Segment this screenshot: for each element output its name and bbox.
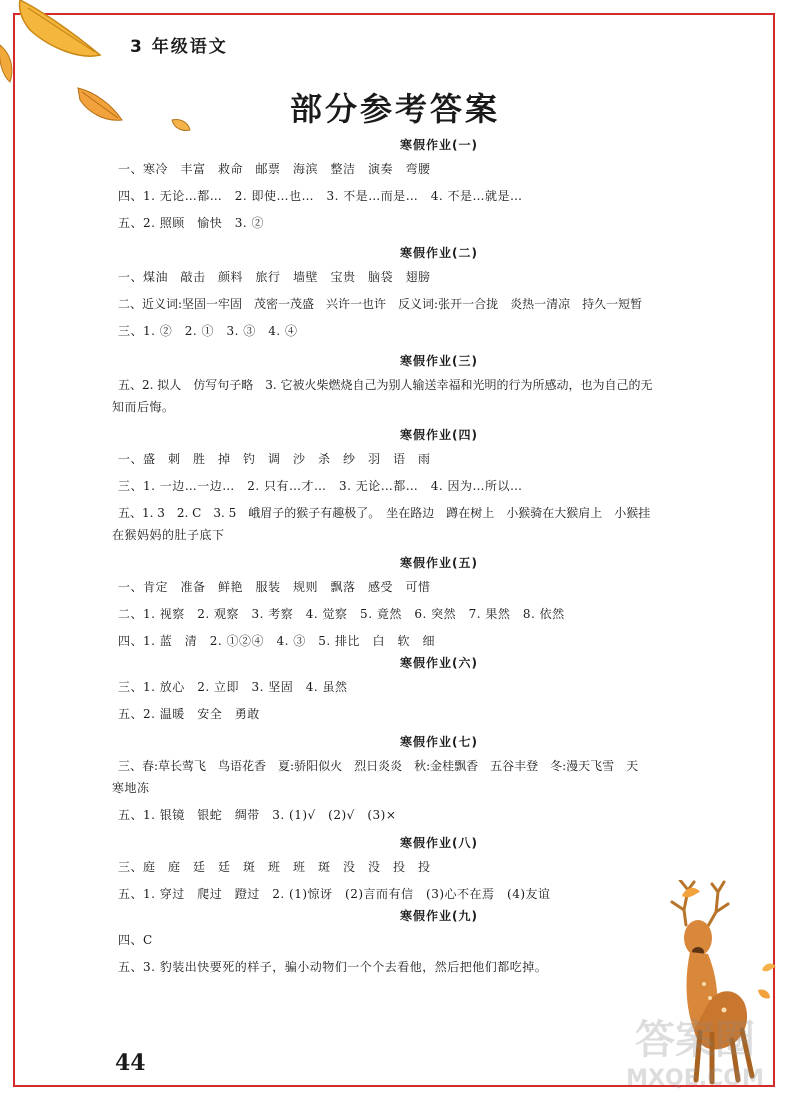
watermark-logo [610, 1005, 780, 1095]
watermark-url: MXQE.COM [626, 1066, 764, 1091]
section-1 [118, 136, 720, 234]
answer-line: 四、C [118, 933, 153, 947]
answer-line: 四、1. 蓝 清 2. ①②④ 4. ③ 5. 排比 白 软 细 [118, 634, 436, 648]
answer-line: 五、2. 拟人 仿写句子略 3. 它被火柴燃烧自己为别人输送幸福和光明的行为所感动，也为自己的无 [118, 378, 653, 392]
answer-line: 三、1. 一边…一边… 2. 只有…才… 3. 无论…都… 4. 因为…所以… [118, 479, 523, 493]
answer-line: 一、煤油 敲击 颜料 旅行 墙壁 宝贵 脑袋 翅膀 [118, 270, 431, 284]
section-title: 寒假作业(四) [400, 428, 478, 442]
answer-line: 二、1. 视察 2. 观察 3. 考察 4. 觉察 5. 竟然 6. 突然 7. 果然 8. 依然 [118, 607, 565, 621]
answer-line-continued: 在猴妈妈的肚子底下 [112, 528, 225, 542]
section-title: 寒假作业(七) [400, 735, 478, 749]
answer-line: 三、1. ② 2. ① 3. ③ 4. ④ [118, 324, 298, 338]
section-3 [112, 352, 720, 418]
page-title: 部分参考答案 [289, 90, 500, 128]
page-number: 44 [115, 1050, 146, 1076]
answer-line: 四、1. 无论…都… 2. 即使…也… 3. 不是…而是… 4. 不是…就是… [118, 189, 523, 203]
answer-line: 五、1. 银镜 银蛇 绸带 3. (1)√ (2)√ (3)× [118, 808, 397, 822]
section-title: 寒假作业(三) [400, 354, 478, 368]
answer-line: 五、2. 温暖 安全 勇敢 [118, 707, 260, 721]
watermark-text: 答案圈 [635, 1017, 755, 1063]
answer-line: 三、1. 放心 2. 立即 3. 坚固 4. 虽然 [118, 680, 348, 694]
section-title: 寒假作业(二) [400, 246, 478, 260]
section-4 [112, 426, 720, 546]
answer-content [112, 130, 720, 978]
answer-line: 二、近义词:坚固一牢固 茂密一茂盛 兴许一也许 反义词:张开一合拢 炎热一清凉 持久一短暂 [118, 297, 643, 311]
section-title: 寒假作业(六) [400, 656, 478, 670]
grade-subject-label: 3 年级语文 [130, 37, 228, 57]
answer-line: 一、寒冷 丰富 救命 邮票 海滨 整洁 演奏 弯腰 [118, 162, 431, 176]
section-title: 寒假作业(一) [400, 138, 478, 152]
autumn-leaf-icon [680, 884, 702, 906]
section-title: 寒假作业(八) [400, 836, 478, 850]
section-6 [118, 654, 720, 725]
answer-line: 五、2. 照顾 愉快 3. ② [118, 216, 265, 230]
autumn-leaf-icon [760, 960, 778, 978]
answer-line: 五、1. 3 2. C 3. 5 峨眉子的猴子有趣极了。 坐在路边 蹲在树上 小猴骑在大猴肩上 小猴挂 [118, 506, 651, 520]
answer-line: 五、3. 豹装出快要死的样子，骗小动物们一个个去看他，然后把他们都吃掉。 [118, 960, 548, 974]
section-2 [118, 244, 720, 342]
section-7 [112, 733, 720, 826]
answer-line: 三、春:草长莺飞 鸟语花香 夏:骄阳似火 烈日炎炎 秋:金桂飘香 五谷丰登 冬:漫天飞雪 天 [118, 759, 639, 773]
answer-line-continued: 寒地冻 [112, 781, 150, 795]
answer-line: 五、1. 穿过 爬过 蹬过 2. (1)惊讶 (2)言而有信 (3)心不在焉 (4)友谊 [118, 887, 551, 901]
section-title: 寒假作业(五) [400, 556, 478, 570]
answer-line: 一、盛 刺 胜 掉 钓 调 沙 杀 纱 羽 语 雨 [118, 452, 431, 466]
section-title: 寒假作业(九) [400, 909, 478, 923]
answer-line-continued: 知而后悔。 [112, 400, 175, 414]
answer-line: 一、肯定 准备 鲜艳 服装 规则 飘落 感受 可惜 [118, 580, 431, 594]
answer-line: 三、庭 庭 廷 廷 斑 班 班 斑 没 没 投 投 [118, 860, 431, 874]
section-5 [118, 554, 720, 652]
